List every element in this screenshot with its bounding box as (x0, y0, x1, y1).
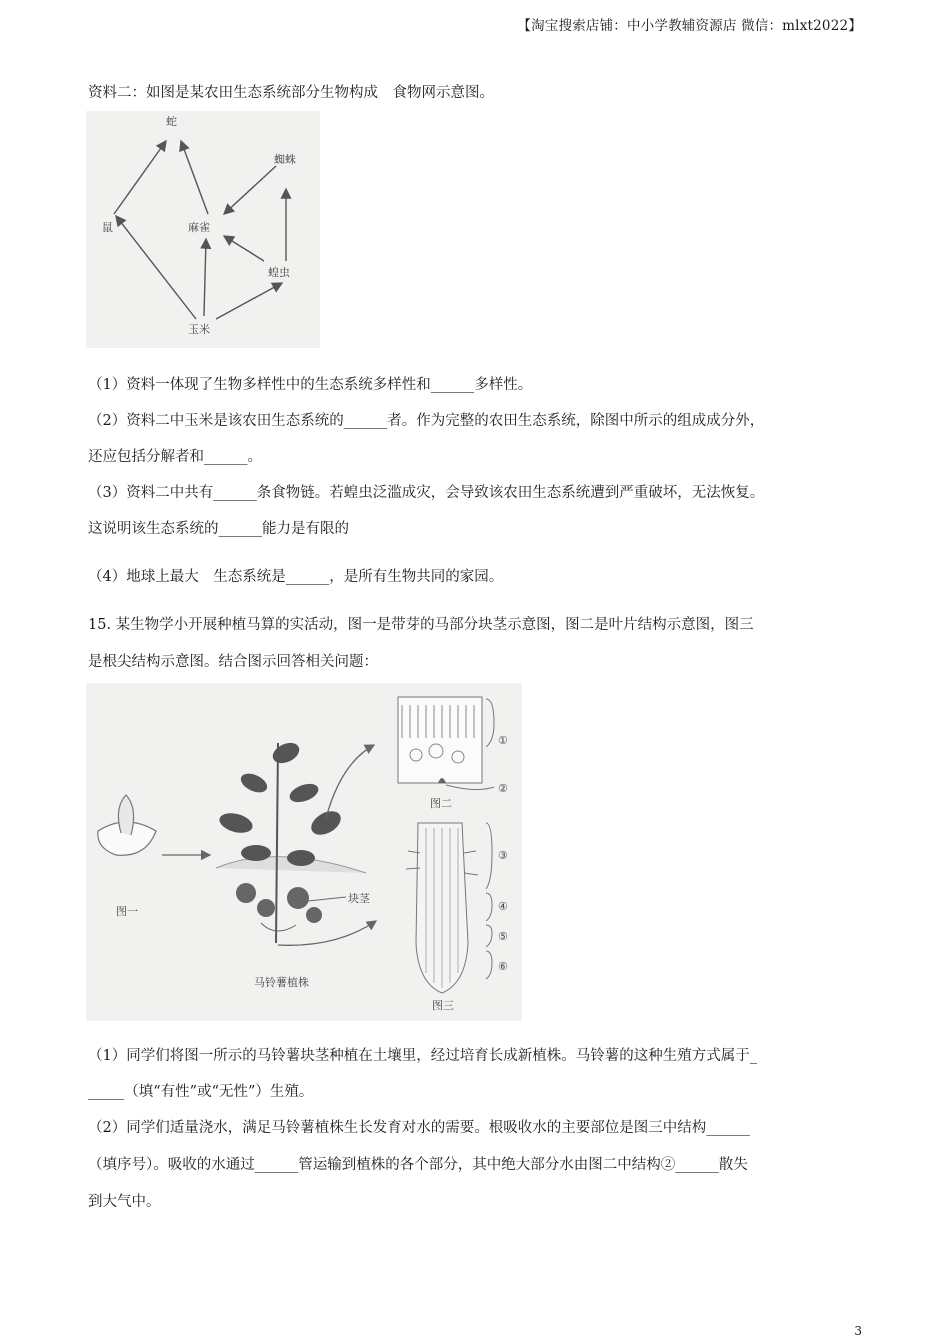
q15-part1-line2: _____（填“有性”或“无性”）生殖。 (88, 1084, 314, 1100)
root-tip-drawing (406, 823, 478, 993)
q15-part2-line3: 到大气中。 (88, 1194, 161, 1210)
leaf-mark-2: ② (498, 782, 508, 795)
root-mark-3: ③ (498, 849, 508, 862)
food-web-figure (86, 111, 320, 348)
potato-figure (86, 683, 522, 1021)
q14-part2-line2: 还应包括分解者和______。 (88, 449, 262, 465)
food-web-node-mouse: 鼠 (102, 221, 113, 234)
q15-part2-line2: （填序号）。吸收的水通过______管运输到植株的各个部分，其中绝大部分水由图二中结构②______散失 (88, 1157, 748, 1173)
q15-stem-line2: 是根尖结构示意图。结合图示回答相关问题： (88, 654, 378, 670)
fig2-label: 图二 (430, 797, 452, 810)
q14-part1: （1）资料一体现了生物多样性中的生态系统多样性和______多样性。 (88, 377, 533, 393)
q14-part3-line2: 这说明该生态系统的______能力是有限的 (88, 521, 349, 537)
food-web-node-spider: 蜘蛛 (274, 153, 296, 166)
q15-part2-line1: （2）同学们适量浇水，满足马铃薯植株生长发育对水的需要。根吸收水的主要部位是图三中结构______ (88, 1120, 750, 1136)
leaf-structure-drawing (398, 697, 482, 783)
tuber-label: 块茎 (348, 892, 370, 905)
tuber-with-bud-drawing (98, 795, 156, 855)
page-number: 3 (854, 1324, 862, 1338)
q14-part4: （4）地球上最大 生态系统是______，是所有生物共同的家园。 (88, 569, 504, 585)
q15-part1-line1: （1）同学们将图一所示的马铃薯块茎种植在土壤里，经过培育长成新植株。马铃薯的这种生殖方式属于_ (88, 1048, 757, 1064)
food-web-node-snake: 蛇 (166, 115, 177, 128)
material2-intro: 资料二：如图是某农田生态系统部分生物构成 食物网示意图。 (88, 85, 494, 101)
fig1-label: 图一 (116, 905, 138, 918)
food-web-node-sparrow: 麻雀 (188, 221, 210, 234)
root-mark-4: ④ (498, 900, 508, 913)
food-web-node-corn: 玉米 (188, 323, 210, 336)
potato-plant-drawing (216, 739, 366, 943)
q15-stem-line1: 15. 某生物学小开展种植马算的实活动，图一是带芽的马部分块茎示意图，图二是叶片结构示意图，图三 (88, 617, 754, 633)
q14-part3-line1: （3）资料二中共有______条食物链。若蝗虫泛滥成灾，会导致该农田生态系统遭到严重破坏，无法恢复。 (88, 485, 765, 501)
fig3-label: 图三 (432, 999, 454, 1012)
plant-label: 马铃薯植株 (254, 976, 309, 989)
root-mark-5: ⑤ (498, 930, 508, 943)
page-header: 【淘宝搜索店铺：中小学教辅资源店 微信：mlxt2022】 (517, 18, 862, 34)
root-mark-6: ⑥ (498, 960, 508, 973)
q14-part2-line1: （2）资料二中玉米是该农田生态系统的______者。作为完整的农田生态系统，除图中所示的组成成分外， (88, 413, 765, 429)
food-web-node-locust: 蝗虫 (268, 266, 290, 279)
leaf-mark-1: ① (498, 734, 508, 747)
